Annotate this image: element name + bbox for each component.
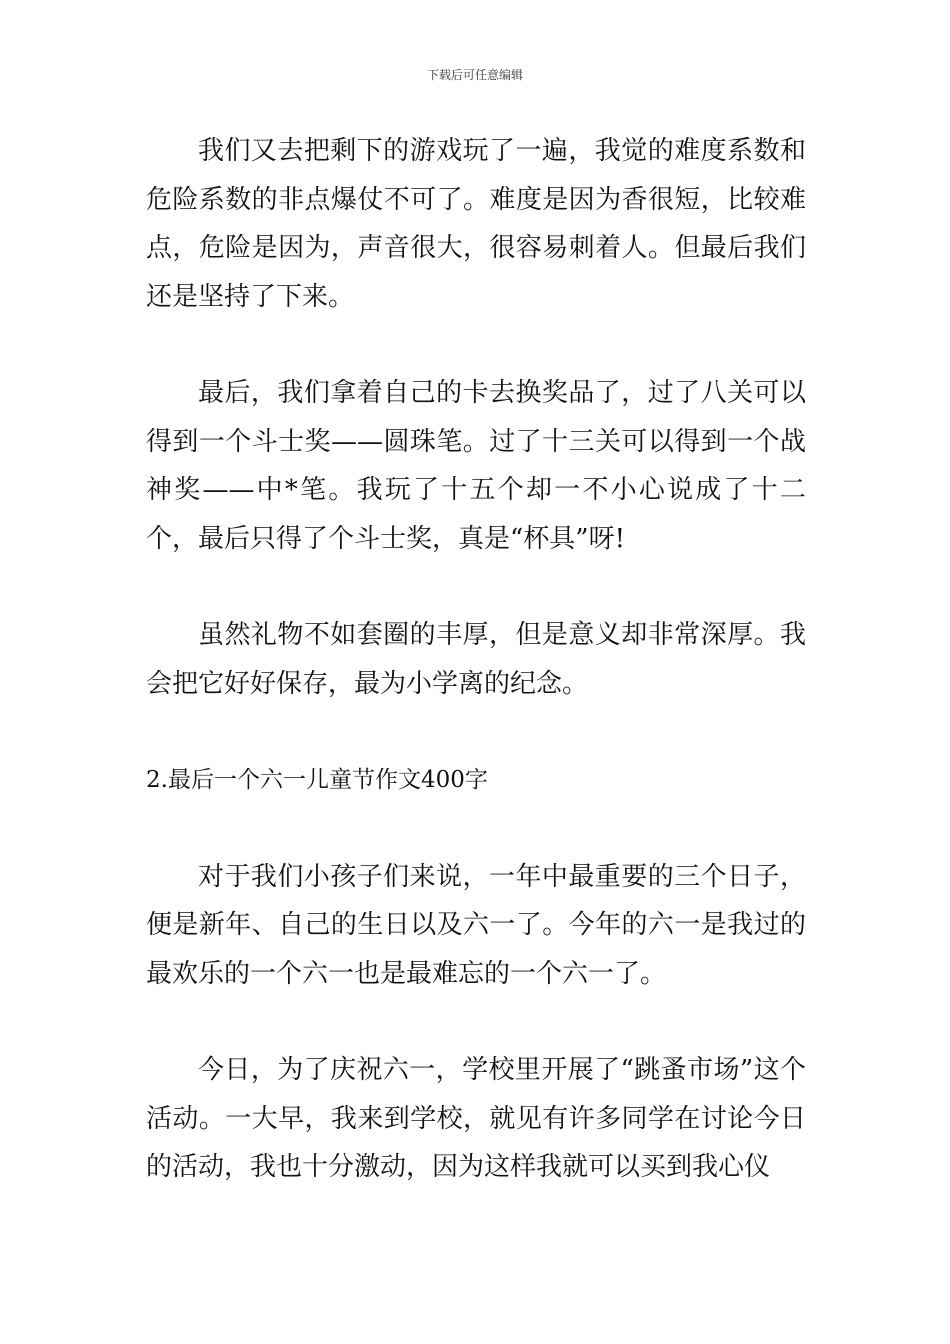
paragraph-gap xyxy=(146,805,806,853)
paragraph-keepsake: 虽然礼物不如套圈的丰厚，但是意义却非常深厚。我会把它好好保存，最为小学离的纪念。 xyxy=(146,620,806,699)
paragraph-game-difficulty: 我们又去把剩下的游戏玩了一遍，我觉的难度系数和危险系数的非点爆仗不可了。难度是因为香很短，比较难点，危险是因为，声音很大，很容易刺着人。但最后我们还是坚持了下来。 xyxy=(146,136,806,312)
page-header-note: 下载后可任意编辑 xyxy=(426,68,523,82)
paragraph-gap xyxy=(146,998,806,1046)
paragraph-flea-market: 今日，为了庆祝六一，学校里开展了“跳蚤市场”这个活动。一大早，我来到学校，就见有许多同学在讨论今日的活动，我也十分激动，因为这样我就可以买到我心仪 xyxy=(146,1055,806,1182)
document-body xyxy=(146,127,806,1192)
paragraph-gap xyxy=(146,321,806,369)
paragraph-gap xyxy=(146,708,806,756)
paragraph-important-days: 对于我们小孩子们来说，一年中最重要的三个日子，便是新年、自己的生日以及六一了。今年的六一是我过的最欢乐的一个六一也是最难忘的一个六一了。 xyxy=(146,861,806,989)
section-heading: 2.最后一个六一儿童节作文400字 xyxy=(146,767,488,793)
paragraph-gap xyxy=(146,563,806,611)
paragraph-prizes: 最后，我们拿着自己的卡去换奖品了，过了八关可以得到一个斗士奖——圆珠笔。过了十三关可以得到一个战神奖——中*笔。我玩了十五个却一不小心说成了十二个，最后只得了个斗士奖，真是“杯具”呀! xyxy=(146,378,806,554)
